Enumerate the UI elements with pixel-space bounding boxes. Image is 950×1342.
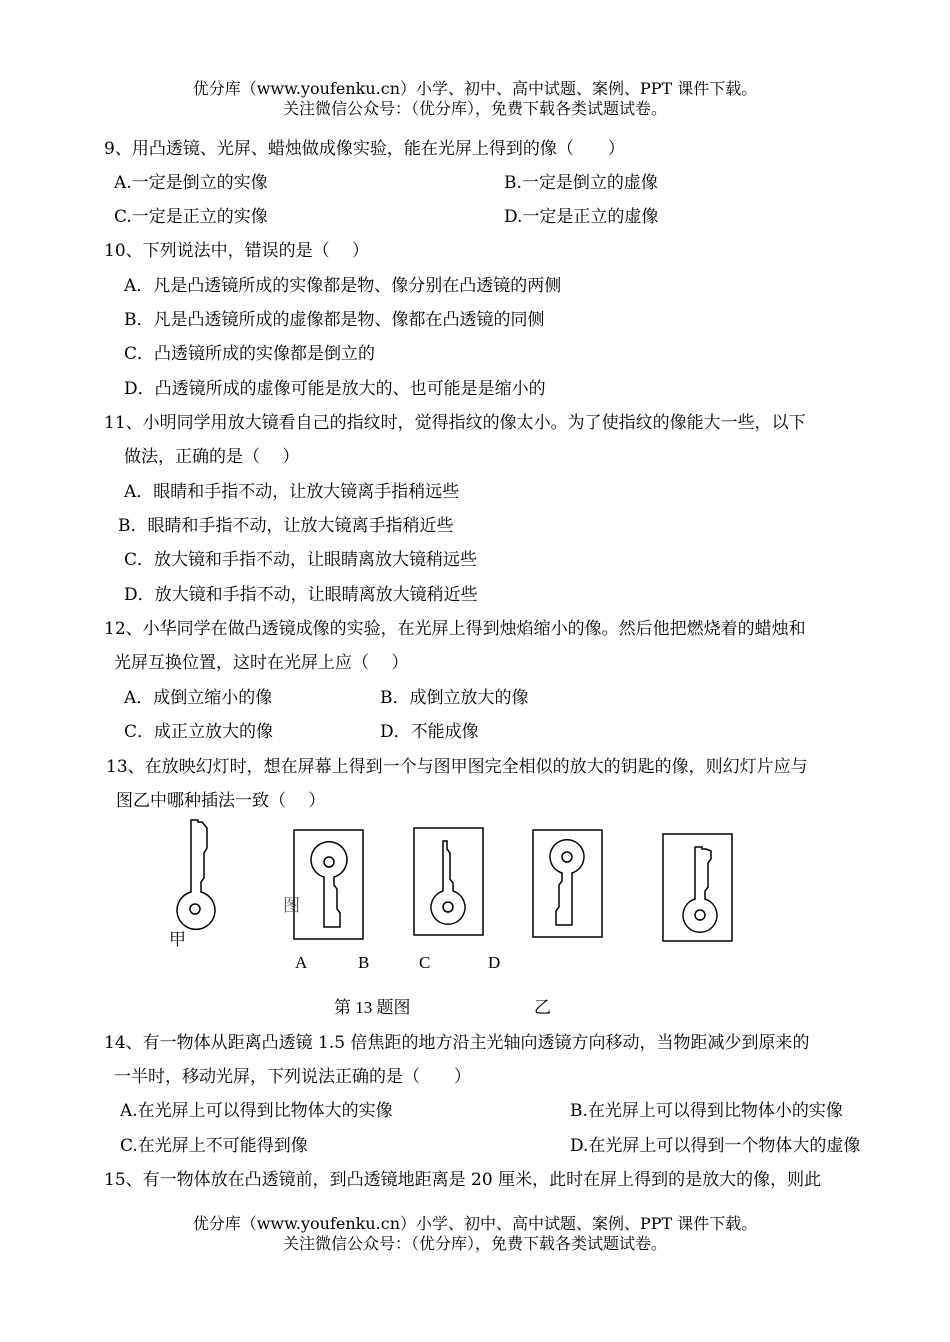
figure-stray-char: 图 (283, 896, 300, 915)
footer-line-1: 优分库（www.youfenku.cn）小学、初中、高中试题、案例、PPT 课件下载。 (192, 1214, 758, 1233)
q14-option-a: A.在光屏上可以得到比物体大的实像 (120, 1101, 393, 1121)
figure-label-yi: 乙 (534, 998, 551, 1017)
figure-option-a-slide (293, 829, 365, 941)
q11-stem-line-1: 11、小明同学用放大镜看自己的指纹时，觉得指纹的像太小。为了使指纹的像能大一些，以下 (104, 413, 806, 433)
q11-option-c: C．放大镜和手指不动，让眼睛离放大镜稍远些 (124, 550, 478, 570)
q11-option-a: A．眼睛和手指不动，让放大镜离手指稍远些 (124, 482, 460, 502)
q10-option-d: D．凸透镜所成的虚像可能是放大的、也可能是是缩小的 (124, 379, 546, 399)
figure-option-c-slide (532, 829, 604, 939)
header-line-1: 优分库（www.youfenku.cn）小学、初中、高中试题、案例、PPT 课件下载。 (192, 79, 758, 98)
q12-option-a: A．成倒立缩小的像 (124, 688, 273, 708)
figure-option-b-slide (413, 827, 485, 937)
q10-option-b: B．凡是凸透镜所成的虚像都是物、像都在凸透镜的同侧 (124, 310, 545, 330)
q10-option-a: A．凡是凸透镜所成的实像都是物、像分别在凸透镜的两侧 (124, 276, 562, 296)
q13-stem-line-1: 13、在放映幻灯时，想在屏幕上得到一个与图甲图完全相似的放大的钥匙的像，则幻灯片应与 (106, 757, 808, 777)
footer-line-2: 关注微信公众号：（优分库），免费下载各类试题试卷。 (282, 1234, 667, 1253)
q10-option-c: C．凸透镜所成的实像都是倒立的 (124, 344, 376, 364)
q14-stem-line-2: 一半时，移动光屏，下列说法正确的是（ ） (114, 1067, 471, 1087)
figure-option-label-a: A (295, 953, 308, 972)
figure-option-d-slide (662, 833, 734, 943)
q9-option-b: B.一定是倒立的虚像 (504, 173, 658, 193)
q12-option-b: B．成倒立放大的像 (380, 688, 529, 708)
figure-jia-key (168, 818, 228, 933)
q11-option-d: D．放大镜和手指不动，让眼睛离放大镜稍近些 (124, 585, 478, 605)
figure-caption: 第 13 题图 (334, 998, 411, 1017)
q13-stem-line-2: 图乙中哪种插法一致（ ） (116, 791, 326, 811)
q9-stem: 9、用凸透镜、光屏、蜡烛做成像实验，能在光屏上得到的像（ ） (104, 139, 625, 159)
q14-option-b: B.在光屏上可以得到比物体小的实像 (570, 1101, 843, 1121)
header-line-2: 关注微信公众号：（优分库），免费下载各类试题试卷。 (282, 99, 667, 118)
figure-option-label-d: D (488, 953, 501, 972)
figure-label-jia: 甲 (169, 930, 186, 949)
q14-option-d: D.在光屏上可以得到一个物体大的虚像 (570, 1136, 861, 1156)
q11-option-b: B．眼睛和手指不动，让放大镜离手指稍近些 (118, 516, 454, 536)
figure-option-label-c: C (419, 953, 431, 972)
q9-option-a: A.一定是倒立的实像 (114, 173, 268, 193)
q10-stem: 10、下列说法中，错误的是（ ） (104, 241, 370, 261)
q15-stem-line-1: 15、有一物体放在凸透镜前，到凸透镜地距离是 20 厘米，此时在屏上得到的是放大的像，则此 (104, 1170, 822, 1190)
q14-option-c: C.在光屏上不可能得到像 (120, 1136, 308, 1156)
q12-option-c: C．成正立放大的像 (124, 722, 274, 742)
q14-stem-line-1: 14、有一物体从距离凸透镜 1.5 倍焦距的地方沿主光轴向透镜方向移动，当物距减少到原来的 (104, 1033, 810, 1053)
figure-option-label-b: B (358, 953, 370, 972)
q12-stem-line-2: 光屏互换位置，这时在光屏上应（ ） (114, 653, 409, 673)
q9-option-c: C.一定是正立的实像 (114, 207, 268, 227)
q12-option-d: D．不能成像 (380, 722, 479, 742)
q9-option-d: D.一定是正立的虚像 (504, 207, 659, 227)
q12-stem-line-1: 12、小华同学在做凸透镜成像的实验，在光屏上得到烛焰缩小的像。然后他把燃烧着的蜡烛和 (104, 619, 806, 639)
q11-stem-line-2: 做法，正确的是（ ） (124, 447, 300, 467)
